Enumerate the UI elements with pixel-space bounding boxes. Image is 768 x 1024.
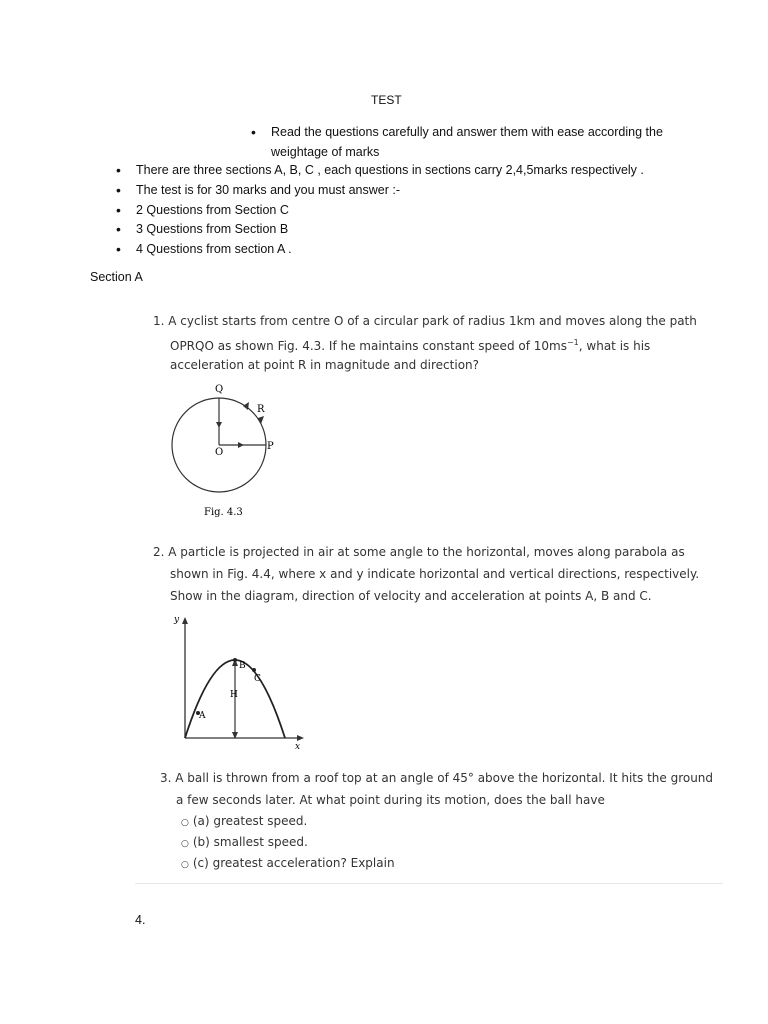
question-1-line-2-text: OPRQO as shown Fig. 4.3. If he maintains constant speed of 10ms [170,339,567,353]
point-b-dot [233,658,237,662]
question-3-option [181,853,395,876]
divider [135,883,723,884]
bullet-icon: • [251,124,256,140]
page-title: TEST [371,93,402,107]
bullet-icon: • [116,241,121,257]
projectile-figure [170,610,315,752]
label-b: B [239,661,246,671]
question-3-option [181,832,308,855]
instruction-item [116,160,644,180]
bullet-icon: • [116,202,121,218]
question-3-option-text: (c) greatest acceleration? Explain [192,856,395,870]
label-y: y [174,615,180,625]
question-3-option-text: (b) smallest speed. [192,835,308,849]
question-2-line-3: Show in the diagram, direction of velocity and acceleration at points A, B and C. [170,589,652,603]
label-c: C [254,674,261,684]
bullet-icon: • [116,221,121,237]
question-1-line-3: acceleration at point R in magnitude and direction? [170,358,480,372]
instruction-item [116,239,292,259]
instruction-item-text: 4 Questions from section A . [136,242,292,256]
label-p: P [267,441,274,452]
question-3-option-text: (a) greatest speed. [192,814,308,828]
instruction-item-text: There are three sections A, B, C , each questions in sections carry 2,4,5marks respectively . [136,163,644,177]
arc-arrow-icon [243,402,249,410]
label-r: R [257,404,265,415]
bullet-icon: • [116,182,121,198]
question-3-line-2: a few seconds later. At what point during its motion, does the ball have [176,793,605,807]
question-4-number: 4. [135,913,146,927]
instruction-item-text: The test is for 30 marks and you must answer :- [136,183,400,197]
instruction-item-text: 2 Questions from Section C [136,203,289,217]
label-o: O [215,447,224,458]
arrow-down-icon [216,422,222,428]
question-2-line-2: shown in Fig. 4.4, where x and y indicate horizontal and vertical directions, respectively. [170,567,700,581]
question-3-line-1: 3. A ball is thrown from a roof top at an angle of 45° above the horizontal. It hits the ground [160,771,714,785]
question-1-line-2-tail: , what is his [578,339,651,353]
instruction-item [116,180,400,200]
arrow-right-icon [297,735,304,741]
circle-bullet-icon: ○ [181,839,189,849]
superscript: −1 [566,338,579,347]
question-3-option [181,811,307,834]
instruction-item [116,200,289,220]
label-x: x [295,742,301,752]
label-h: H [230,690,238,700]
instruction-item-text: 3 Questions from Section B [136,222,289,236]
question-1-line-1: 1. A cyclist starts from centre O of a circular park of radius 1km and moves along the path [153,314,697,328]
arrow-up-icon [182,617,188,624]
circle-bullet-icon: ○ [181,818,189,828]
instruction-indented [251,122,691,162]
arrow-right-icon [238,442,244,448]
question-2-line-1: 2. A particle is projected in air at some angle to the horizontal, moves along parabola as [153,545,685,559]
circular-park-figure [160,378,290,524]
point-c-dot [252,668,256,672]
instruction-item [116,219,289,239]
figure-caption: Fig. 4.3 [204,507,243,518]
bullet-icon: • [116,162,121,178]
circle-bullet-icon: ○ [181,860,189,870]
section-heading: Section A [90,270,143,284]
label-q: Q [215,384,224,395]
label-a: A [199,711,206,721]
instruction-indented-text: Read the questions carefully and answer them with ease according the weightage of marks [271,125,663,159]
